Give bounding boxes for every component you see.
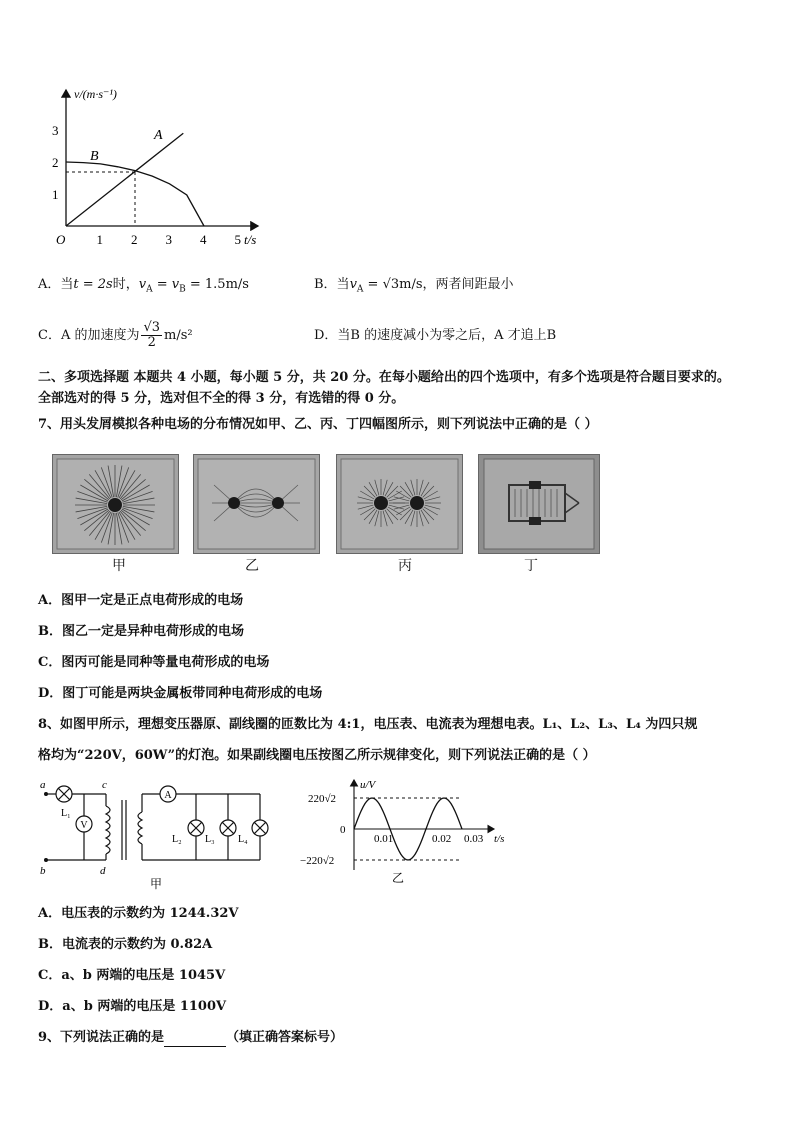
x-tick-label: 5 bbox=[234, 232, 241, 247]
caption-yi: 乙 bbox=[245, 558, 259, 574]
q7-option-c: C．图丙可能是同种等量电荷形成的电场 bbox=[38, 655, 270, 670]
x-tick-label: 1 bbox=[96, 232, 103, 247]
section-2-heading-line1: 二、多项选择题 本题共 4 小题，每小题 5 分，共 20 分。在每小题给出的四个选项中，有多个选项是符合题目要求的。 bbox=[38, 370, 730, 385]
q8-option-a: A．电压表的示数约为 1244.32V bbox=[38, 906, 239, 921]
y-tick-label: 1 bbox=[52, 187, 59, 202]
photo-ding-metal-plates bbox=[478, 454, 600, 554]
series-B-label: B bbox=[90, 149, 99, 164]
svg-text:0.01: 0.01 bbox=[374, 833, 394, 845]
svg-text:V: V bbox=[80, 820, 88, 831]
q8-option-c: C．a、b 两端的电压是 1045V bbox=[38, 968, 226, 983]
svg-text:0: 0 bbox=[340, 824, 346, 836]
transformer-circuit-diagram bbox=[38, 776, 278, 894]
q8-stem-line1: 8、如图甲所示，理想变压器原、副线圈的匝数比为 4:1，电压表、电流表为理想电表。L₁、L₂、L₃、L₄ 为四只规 bbox=[38, 717, 698, 732]
photo-jia-single-charge bbox=[52, 454, 179, 554]
x-tick-label: 2 bbox=[131, 232, 138, 247]
y-tick-label: 2 bbox=[52, 155, 59, 170]
series-A-line bbox=[66, 133, 183, 226]
answer-blank[interactable] bbox=[164, 1032, 226, 1047]
svg-text:乙: 乙 bbox=[392, 871, 405, 885]
q6-option-b: B．当$v_A = √3m/s$，两者间距最小 bbox=[314, 277, 514, 295]
svg-text:220√2: 220√2 bbox=[308, 793, 337, 805]
photo-bing-like-charges bbox=[336, 454, 463, 554]
q8-option-d: D．a、b 两端的电压是 1100V bbox=[38, 999, 227, 1014]
voltage-sine-graph bbox=[298, 776, 518, 894]
svg-text:t/s: t/s bbox=[494, 833, 505, 845]
velocity-time-graph bbox=[44, 84, 284, 254]
q9-stem: 9、下列说法正确的是 （填正确答案标号） bbox=[38, 1030, 344, 1045]
x-tick-label: 4 bbox=[200, 232, 207, 247]
svg-text:b: b bbox=[40, 865, 46, 877]
q8-stem-line2: 格均为“220V，60W”的灯泡。如果副线圈电压按图乙所示规律变化，则下列说法正确的是（ ） bbox=[38, 748, 596, 763]
fraction: $\frac{√3}{2}$ bbox=[143, 320, 161, 350]
caption-ding: 丁 bbox=[524, 558, 538, 574]
q6-option-a: A．当t = 2s时，$v_A = v_B = 1.5m/s$ bbox=[38, 277, 249, 295]
svg-text:u/V: u/V bbox=[360, 779, 376, 791]
svg-text:0.03: 0.03 bbox=[464, 833, 484, 845]
photo-yi-opposite-charges bbox=[193, 454, 320, 554]
y-axis-label: v/(m·s⁻¹) bbox=[74, 87, 117, 101]
svg-text:0.02: 0.02 bbox=[432, 833, 452, 845]
svg-text:a: a bbox=[40, 779, 46, 791]
svg-text:L₂: L₂ bbox=[172, 834, 182, 845]
q7-option-d: D．图丁可能是两块金属板带同种电荷形成的电场 bbox=[38, 686, 323, 701]
x-tick-label: 3 bbox=[165, 232, 172, 247]
svg-text:−220√2: −220√2 bbox=[300, 855, 335, 867]
svg-text:A: A bbox=[164, 790, 172, 801]
x-axis-label: t/s bbox=[244, 232, 257, 247]
origin-label: O bbox=[56, 232, 66, 247]
caption-bing: 丙 bbox=[398, 558, 412, 574]
q6-option-c: C．A 的加速度为 $\frac{√3}{2}$ m/s² bbox=[38, 320, 193, 350]
svg-text:L₁: L₁ bbox=[61, 808, 71, 819]
svg-text:c: c bbox=[102, 779, 107, 791]
svg-text:d: d bbox=[100, 865, 106, 877]
caption-jia: 甲 bbox=[112, 558, 126, 574]
q7-option-a: A．图甲一定是正点电荷形成的电场 bbox=[38, 593, 244, 608]
svg-text:甲: 甲 bbox=[150, 877, 163, 891]
series-A-label: A bbox=[154, 128, 163, 143]
svg-text:L₄: L₄ bbox=[238, 834, 248, 845]
q7-stem: 7、用头发屑模拟各种电场的分布情况如甲、乙、丙、丁四幅图所示，则下列说法中正确的是（ ） bbox=[38, 417, 598, 432]
svg-text:L₃: L₃ bbox=[205, 834, 215, 845]
section-2-heading-line2: 全部选对的得 5 分，选对但不全的得 3 分，有选错的得 0 分。 bbox=[38, 391, 405, 406]
q8-option-b: B．电流表的示数约为 0.82A bbox=[38, 937, 213, 952]
y-tick-label: 3 bbox=[52, 123, 59, 138]
q7-option-b: B．图乙一定是异种电荷形成的电场 bbox=[38, 624, 244, 639]
q6-option-d: D．当B 的速度减小为零之后，A 才追上B bbox=[314, 328, 557, 343]
